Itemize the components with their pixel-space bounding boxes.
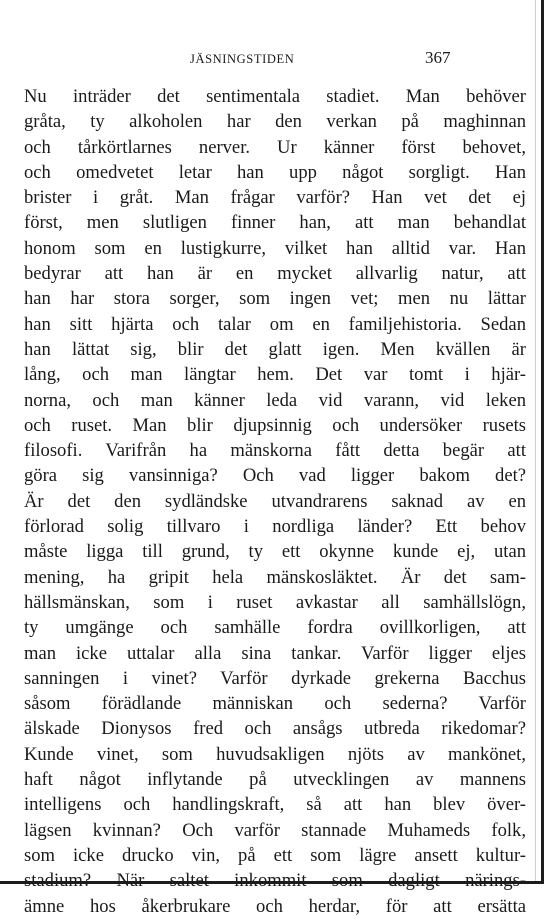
text-line: stadium? När saltet inkommit som dagligt närings-	[24, 870, 526, 892]
text-line: brister i gråt. Man frågar varför? Han vet det ej	[24, 187, 526, 209]
running-title: JÄSNINGSTIDEN	[190, 52, 295, 66]
text-line: hällsmänskan, som i ruset avkastar all samhällslögn,	[24, 591, 526, 613]
body-text	[24, 84, 526, 919]
text-line: haft något inflytande på utvecklingen av mannens	[24, 769, 526, 791]
text-line: Nu inträder det sentimentala stadiet. Man behöver	[24, 86, 526, 107]
text-line: norna, och man känner leda vid varann, vid leken	[24, 389, 526, 411]
text-line: ämne hos åkerbrukare och herdar, för att ersätta	[24, 895, 526, 917]
text-line: ty umgänge och samhälle fordra ovillkorligen, att	[24, 617, 526, 639]
text-line: och omedvetet letar han upp något sorgligt. Han	[24, 161, 526, 183]
page-number: 367	[425, 48, 451, 67]
text-line: sanningen i vinet? Varför dyrkade grekerna Bacchus	[24, 667, 526, 689]
text-line: såsom förädlande människan och sederna? Varför	[24, 693, 526, 715]
text-line: måste ligga till grund, ty ett okynne kunde ej, utan	[24, 541, 526, 563]
text-line: filosofi. Varifrån ha mänskorna fått detta begär att	[24, 440, 526, 462]
text-line: först, men slutligen finner han, att man behandlat	[24, 212, 526, 234]
text-line: förlorad solig tillvaro i nordliga länder? Ett behov	[24, 516, 526, 538]
text-line: bedyrar att han är en mycket allvarlig natur, att	[24, 263, 526, 285]
text-line: gråta, ty alkoholen har den verkan på maghinnan	[24, 111, 526, 133]
text-line: intelligens och handlingskraft, så att han blev över-	[24, 794, 526, 816]
text-line: lång, och man längtar hem. Det var tomt i hjär-	[24, 364, 526, 386]
page-edge-shadow	[535, 0, 536, 884]
text-line: man icke uttalar alla sina tankar. Varför ligger eljes	[24, 642, 526, 664]
text-line: Är det den sydländske utvandrarens saknad av en	[24, 490, 526, 512]
text-line: och ruset. Man blir djupsinnig och undersöker rusets	[24, 414, 526, 436]
text-line: göra sig vansinniga? Och vad ligger bakom det?	[24, 465, 526, 487]
text-line: älskade Dionysos fred och ansågs utbreda rikedomar?	[24, 718, 526, 740]
text-line: Kunde vinet, som huvudsakligen njöts av mankönet,	[24, 743, 526, 765]
text-line: honom som en lustigkurre, vilket han alltid var. Han	[24, 237, 526, 259]
text-line: mening, ha gripit hela mänskosläktet. Är det sam-	[24, 566, 526, 588]
text-line: han lättat sig, blir det glatt igen. Men kvällen är	[24, 338, 526, 360]
text-line: lägsen kvinnan? Och varför stannade Muhameds folk,	[24, 819, 526, 841]
running-head	[0, 48, 544, 72]
text-line: som icke drucko vin, på ett som lägre ansett kultur-	[24, 844, 526, 866]
text-line: och tårkörtlarnes nerver. Ur känner först behovet,	[24, 136, 526, 158]
text-line: han sitt hjärta och talar om en familjehistoria. Sedan	[24, 313, 526, 335]
text-line: han har stora sorger, som ingen vet; men nu lättar	[24, 288, 526, 310]
